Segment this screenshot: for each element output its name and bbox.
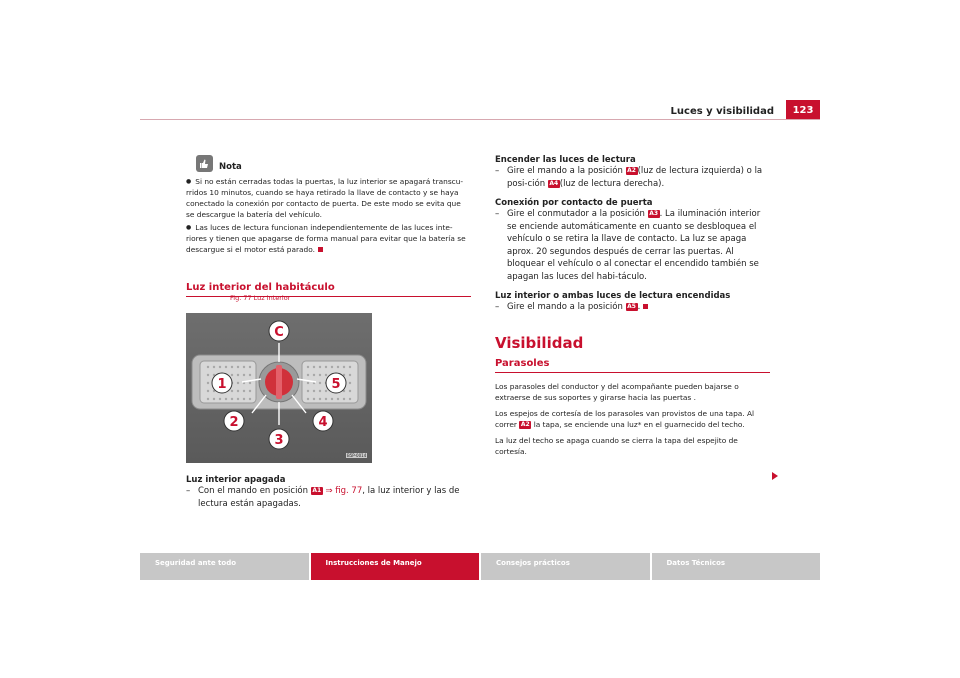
header-divider (140, 119, 820, 120)
footer-tab-instrucciones[interactable]: Instrucciones de Manejo (311, 553, 482, 580)
paragraph: La luz del techo se apaga cuando se cierra la tapa del espejito de cortesía. (495, 435, 738, 456)
position-key-badge: A4 (549, 179, 559, 187)
figure-label: C (274, 325, 284, 340)
section-title: Parasoles (495, 358, 770, 373)
position-key-badge: A2 (520, 420, 530, 428)
instruction-step: – Gire el conmutador a la posición A3 . La iluminación interior se enciende automáticamente en cuanto se desbloquea el vehículo o se retira la llave de contacto. La luz se apaga aprox. 20 segundos después de cerrar las puertas. Al bloquear el vehículo o al conectar el encendido también se apagan las luces del habi-táculo. (495, 209, 761, 282)
note-icon (196, 155, 213, 172)
footer-nav (140, 553, 820, 580)
page-number: 123 (786, 100, 820, 120)
paragraph: Los parasoles del conductor y del acompañante pueden bajarse o extraerse de sus soportes y girarse hacia las puertas . (495, 381, 739, 402)
instruction-step: – Con el mando en posición A1 ⇒ fig. 77, la luz interior y las de lectura están apagadas. (186, 486, 460, 509)
end-of-section-icon (318, 247, 323, 252)
continue-arrow-icon (772, 472, 778, 480)
position-key-badge: A1 (312, 487, 322, 494)
figure-reference-link[interactable]: ⇒ fig. 77 (325, 486, 363, 496)
section-title: Luz interior del habitáculo (186, 282, 471, 297)
subhead: Luz interior o ambas luces de lectura encendidas (495, 291, 731, 301)
figure-label: 4 (318, 415, 328, 430)
figure-code: B5P-0014 (347, 453, 367, 458)
end-of-section-icon (643, 304, 648, 309)
figure-caption: Fig. 77 Luz interior (230, 294, 291, 302)
instruction-step: – Gire el mando a la posición A5 . (495, 301, 770, 314)
note-header (196, 155, 471, 172)
note-title: Nota (219, 161, 242, 172)
note-bullet: ● Si no están cerradas todas la puertas, la luz interior se apagará transcu-rridos 10 minutos, cuando se haya retirado la llave de contacto y se haya conectado la conexión por contacto de puerta. De este modo se evita que se descargue la batería del vehículo. (186, 176, 471, 220)
right-column (495, 155, 770, 457)
paragraph: Los espejos de cortesía de los parasoles van provistos de una tapa. Al correr A2 la tapa, se enciende una luz* en el guarnecido del techo. (495, 408, 755, 429)
left-column (186, 155, 471, 510)
footer-tab-seguridad[interactable]: Seguridad ante todo (140, 553, 311, 580)
position-key-badge: A2 (627, 167, 636, 174)
figure-label: 5 (331, 377, 341, 392)
interior-light-figure (186, 313, 372, 463)
chapter-title: Visibilidad (495, 333, 584, 352)
figure-label: 3 (274, 433, 284, 448)
position-key-badge: A3 (649, 210, 659, 217)
footer-tab-datos[interactable]: Datos Técnicos (666, 559, 726, 567)
position-key-badge: A5 (627, 303, 636, 310)
figure-label: 1 (217, 377, 227, 392)
subhead: Luz interior apagada (186, 475, 286, 485)
instruction-step: – Gire el mando a la posición A2 (luz de lectura izquierda) o la posi-ción A4 (luz de lectura derecha). (495, 166, 763, 189)
figure-label: 2 (229, 415, 239, 430)
footer-tab-consejos[interactable]: Consejos prácticos (481, 553, 652, 580)
subhead: Encender las luces de lectura (495, 155, 636, 165)
page-header-title: Luces y visibilidad (670, 106, 774, 117)
note-bullet: ● Las luces de lectura funcionan independientemente de las luces inte-riores y tienen que apagarse de forma manual para evitar que la batería se descargue si el motor está parado. (186, 222, 471, 255)
subhead: Conexión por contacto de puerta (495, 198, 653, 208)
